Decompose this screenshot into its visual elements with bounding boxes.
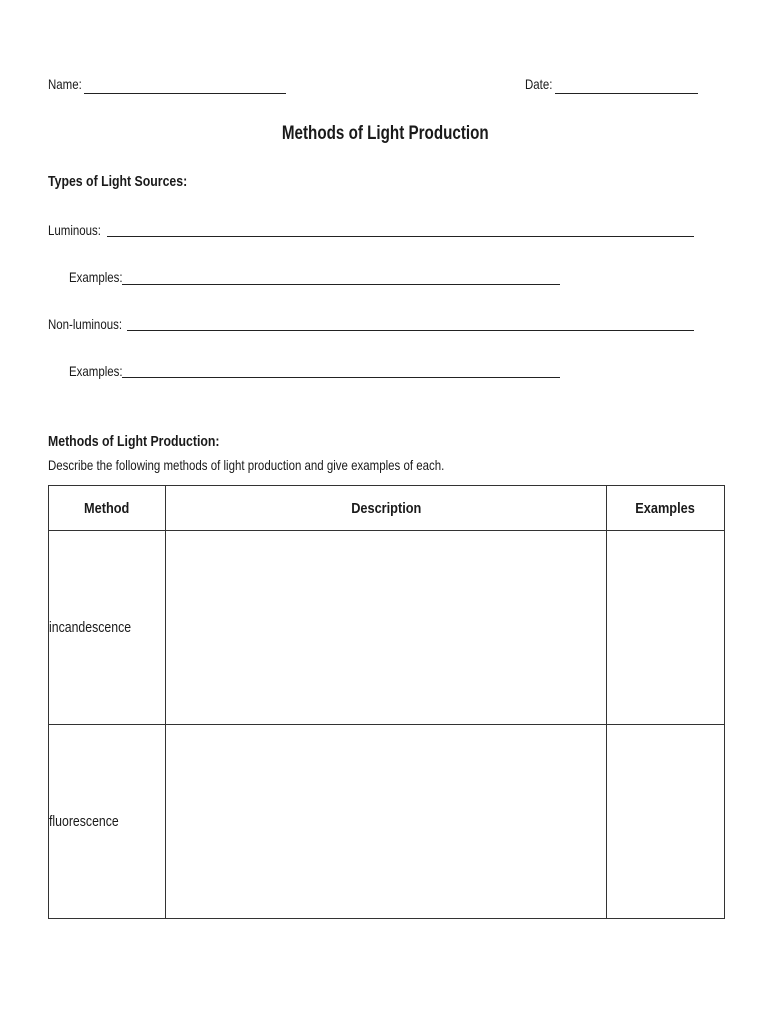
- column-header-examples: Examples: [607, 486, 725, 531]
- nonluminous-examples-line[interactable]: [122, 377, 560, 378]
- column-header-description: Description: [166, 486, 607, 531]
- method-cell: incandescence: [49, 531, 166, 725]
- date-label: Date:: [525, 76, 553, 92]
- examples-cell[interactable]: [607, 725, 725, 919]
- method-cell: fluorescence: [49, 725, 166, 919]
- page-title: Methods of Light Production: [281, 123, 489, 144]
- nonluminous-label: Non-luminous:: [48, 316, 123, 332]
- luminous-label: Luminous:: [48, 222, 101, 238]
- luminous-examples-label: Examples:: [69, 269, 123, 285]
- table-row: [49, 531, 725, 725]
- table-row: [49, 725, 725, 919]
- column-header-method: Method: [49, 486, 166, 531]
- luminous-answer-line[interactable]: [107, 236, 694, 237]
- nonluminous-examples-label: Examples:: [69, 363, 123, 379]
- luminous-examples-line[interactable]: [122, 284, 560, 285]
- methods-table: [48, 485, 725, 919]
- examples-cell[interactable]: [607, 531, 725, 725]
- types-heading: Types of Light Sources:: [48, 173, 188, 190]
- methods-heading: Methods of Light Production:: [48, 433, 220, 450]
- description-cell[interactable]: [166, 725, 607, 919]
- date-field[interactable]: [555, 93, 698, 94]
- nonluminous-answer-line[interactable]: [127, 330, 694, 331]
- methods-instructions: Describe the following methods of light production and give examples of each.: [48, 457, 445, 473]
- table-header-row: [49, 486, 725, 531]
- name-field[interactable]: [84, 93, 286, 94]
- name-label: Name:: [48, 76, 82, 92]
- description-cell[interactable]: [166, 531, 607, 725]
